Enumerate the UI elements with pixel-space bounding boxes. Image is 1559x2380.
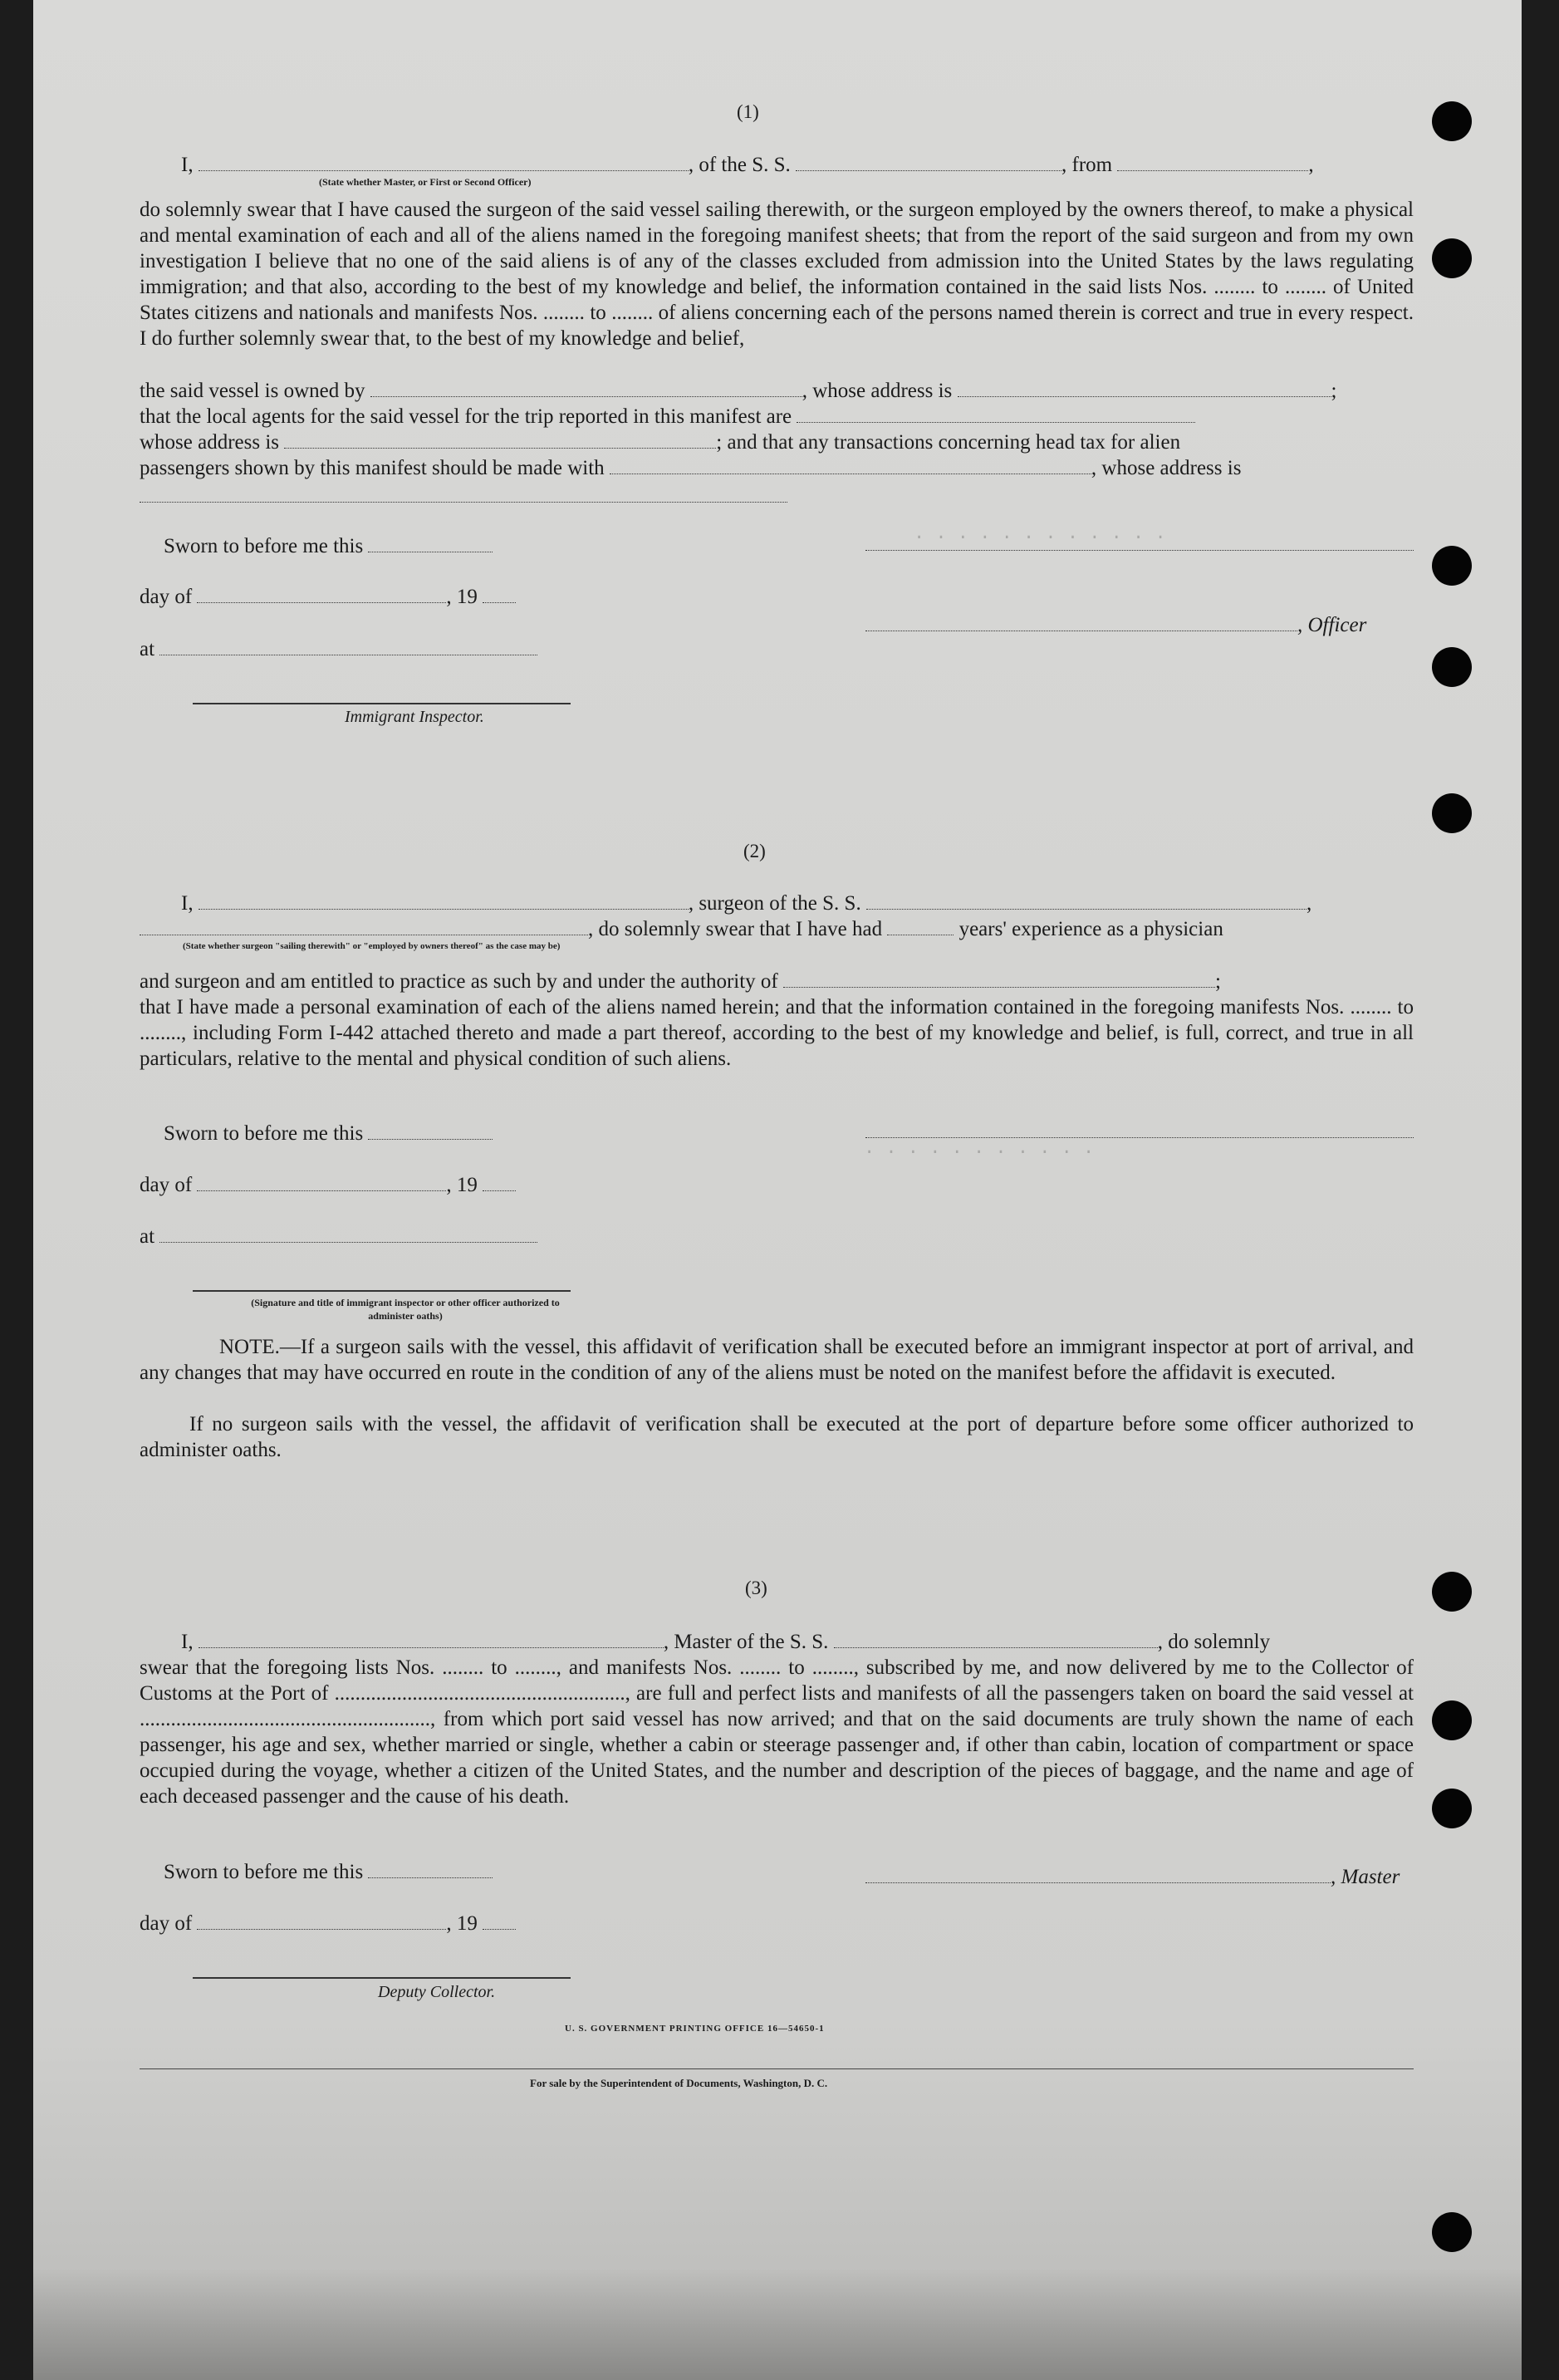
label-swear-had: , do solemnly swear that I have had [588,918,883,940]
witness-signature-line[interactable] [193,1290,571,1292]
surgeon-status-field[interactable] [140,918,588,935]
agents-field[interactable] [797,405,1195,423]
sworn-date-field[interactable] [368,535,493,552]
s1-body: do solemnly swear that I have caused the surgeon of the said vessel sailing therewith, or the surgeon employed by the owners thereof, to make a physical and mental examination of each and all of the aliens named in the foregoing manifest sheets; that from the report of the said surgeon and from my own investigation I believe that no one of the said aliens is of any of the classes excluded from admission into the United States by the laws regulating immigration; and that also, according to the best of my knowledge and belief, the information contained in the said lists Nos. ........ to ........ of United States citizens and nationals and manifests Nos. ........ to ........ of aliens concerning each of the persons named therein is correct and true in every respect. I do further solemnly swear that, to the best of my knowledge and belief, [140,199,1414,350]
agents-address-field[interactable] [284,431,716,449]
s1-officer-line [865,612,1366,638]
s1-passengers-line [140,455,1241,481]
officer-signature-field[interactable] [865,614,1297,631]
s2-line-2 [140,916,1223,942]
label-of-ss: , of the S. S. [688,154,791,176]
note-1: NOTE.—If a surgeon sails with the vessel, this affidavit of verification shall be executed before an immigrant inspector at port of arrival, and any changes that may have occurred en route in the condition of any of the aliens must be noted on the manifest before the affidavit is executed. [140,1336,1414,1384]
punch-hole [1432,1789,1472,1828]
sale-notice: For sale by the Superintendent of Documents, Washington, D. C. [530,2077,828,2089]
s1-at-line [140,636,537,662]
signature-caption: (Signature and title of immigrant inspector or other officer authorized to administer oaths) [251,1297,560,1322]
punch-hole [1432,1700,1472,1740]
inspector-signature-line[interactable] [193,703,571,704]
punch-hole [1432,2212,1472,2252]
label-agents: that the local agents for the said vessel for the trip reported in this manifest are [140,405,792,428]
printing-office-imprint: U. S. GOVERNMENT PRINTING OFFICE 16—54650-1 [565,2024,825,2034]
punch-hole [1432,546,1472,586]
vessel-name-field[interactable] [796,154,1061,171]
owner-field[interactable] [370,380,802,397]
s3-master-line [865,1864,1400,1890]
label-i: I, [181,154,194,176]
s1-agents-line [140,404,1195,429]
label-whose-address-3: , whose address is [1091,457,1242,479]
label-day-of: day of [140,1174,193,1196]
label-i: I, [181,1631,194,1653]
collector-caption: Deputy Collector. [378,1983,496,2001]
surgeon-vessel-field[interactable] [866,892,1307,910]
label-sworn: Sworn to before me this [164,1122,364,1145]
label-officer: , Officer [1297,614,1367,636]
label-master-ss: , Master of the S. S. [663,1631,829,1653]
s2-authority-line: and surgeon and am entitled to practice as such by and under the authority of ; [140,970,1221,993]
label-passengers: passengers shown by this manifest should be made with [140,457,605,479]
s1-owned-line: the said vessel is owned by , whose address is ; [140,380,1337,402]
label-sworn: Sworn to before me this [164,535,364,557]
year-field[interactable] [483,1912,516,1930]
authority-field[interactable] [783,970,1215,988]
note-2: If no surgeon sails with the vessel, the affidavit of verification shall be executed at the port of departure before some officer authorized to administer oaths. [140,1413,1414,1461]
head-tax-address-field[interactable] [140,485,787,503]
at-place-field[interactable] [159,1225,537,1243]
form-page [33,0,1522,2380]
section-number: (3) [745,1578,767,1598]
label-head-tax: ; and that any transactions concerning head tax for alien [716,431,1181,454]
label-whose-address: , whose address is [802,380,953,402]
label-year: , 19 [446,1912,478,1935]
head-tax-party-field[interactable] [610,457,1091,474]
punch-hole [1432,101,1472,141]
label-owned-by: the said vessel is owned by [140,380,365,402]
label-day-of: day of [140,586,193,608]
sworn-date-field[interactable] [368,1861,493,1878]
label-authority: and surgeon and am entitled to practice as such by and under the authority of [140,970,778,993]
label-do-solemnly: , do solemnly [1157,1631,1271,1653]
punch-hole [1432,1572,1472,1612]
day-field[interactable] [197,1174,446,1191]
label-i: I, [181,892,194,915]
label-whose-address-2: whose address is [140,431,280,454]
punch-hole [1432,647,1472,687]
label-at: at [140,638,155,660]
day-field[interactable] [197,1912,446,1930]
label-sworn: Sworn to before me this [164,1861,364,1883]
s1-sworn-line [164,533,493,559]
officer-caption: (State whether Master, or First or Second Officer) [319,176,532,188]
master-vessel-field[interactable] [834,1631,1158,1648]
master-name-field[interactable] [199,1631,664,1648]
officer-name-field[interactable] [199,154,689,171]
label-day-of: day of [140,1912,193,1935]
from-port-field[interactable] [1117,154,1308,171]
sworn-date-field[interactable] [368,1122,493,1140]
section-number: (2) [743,841,766,861]
surgeon-name-field[interactable] [199,892,689,910]
years-field[interactable] [887,918,954,935]
surgeon-caption: (State whether surgeon "sailing therewith" or "employed by owners thereof" as the case may be) [183,941,561,951]
label-from: , from [1061,154,1113,176]
s1-day-line [140,584,516,610]
bleed-through-text: . . . . . . . . . . . . [914,523,1166,544]
master-signature-field[interactable] [865,1866,1331,1883]
year-field[interactable] [483,586,516,603]
surgeon-signature-line[interactable] [865,1121,1414,1138]
officer-signature-line-1[interactable] [865,533,1414,551]
s3-sworn-line [164,1859,493,1885]
day-field[interactable] [197,586,446,603]
s2-sworn-line [164,1121,493,1146]
label-year: , 19 [446,586,478,608]
label-year: , 19 [446,1174,478,1196]
label-surgeon-ss: , surgeon of the S. S. [688,892,861,915]
s1-line-1: I, , of the S. S. , from , [181,154,1314,176]
punch-hole [1432,793,1472,833]
s1-address-line [140,429,1180,455]
inspector-caption: Immigrant Inspector. [345,708,484,726]
s3-body: swear that the foregoing lists Nos. ........ to ........, and manifests Nos. ........ to ........, subscribed by me, and now delivered by me to the Collector of Customs at the Port of ........................................................, are full and perfect lists and manifests of all the passengers taken on board the said vessel at ........................................................, from which port said vessel has now arrived; and that on the said documents are truly shown the name of each passenger, his age and sex, whether married or single, whether a cabin or steerage passenger and, if other than cabin, location of compartment or space occupied during the voyage, whether a citizen of the United States, and the number and description of the pieces of baggage, and the name and age of each deceased passenger and the cause of his death. [140,1656,1414,1808]
scan-shadow [33,2268,1522,2380]
at-place-field[interactable] [159,638,537,655]
s2-day-line [140,1172,516,1198]
s3-day-line [140,1911,516,1936]
collector-signature-line[interactable] [193,1977,571,1979]
label-years-experience: years' experience as a physician [958,918,1223,940]
footer-rule [140,2068,1414,2069]
year-field[interactable] [483,1174,516,1191]
owner-address-field[interactable] [958,380,1331,397]
s2-line-1: I, , surgeon of the S. S. , [181,892,1312,915]
punch-hole [1432,238,1472,278]
label-master: , Master [1331,1866,1400,1888]
s2-at-line [140,1224,537,1249]
section-number: (1) [737,101,759,122]
s2-body: that I have made a personal examination of each of the aliens named herein; and that the information contained in the foregoing manifests Nos. ........ to ........, including Form I-442 attached thereto and made a part thereof, according to the best of my knowledge and belief, is full, correct, and true in all particulars, relative to the mental and physical condition of such aliens. [140,996,1414,1070]
s3-line-1 [181,1629,1270,1655]
bleed-through-text: . . . . . . . . . . . [864,1138,1095,1159]
label-at: at [140,1225,155,1248]
